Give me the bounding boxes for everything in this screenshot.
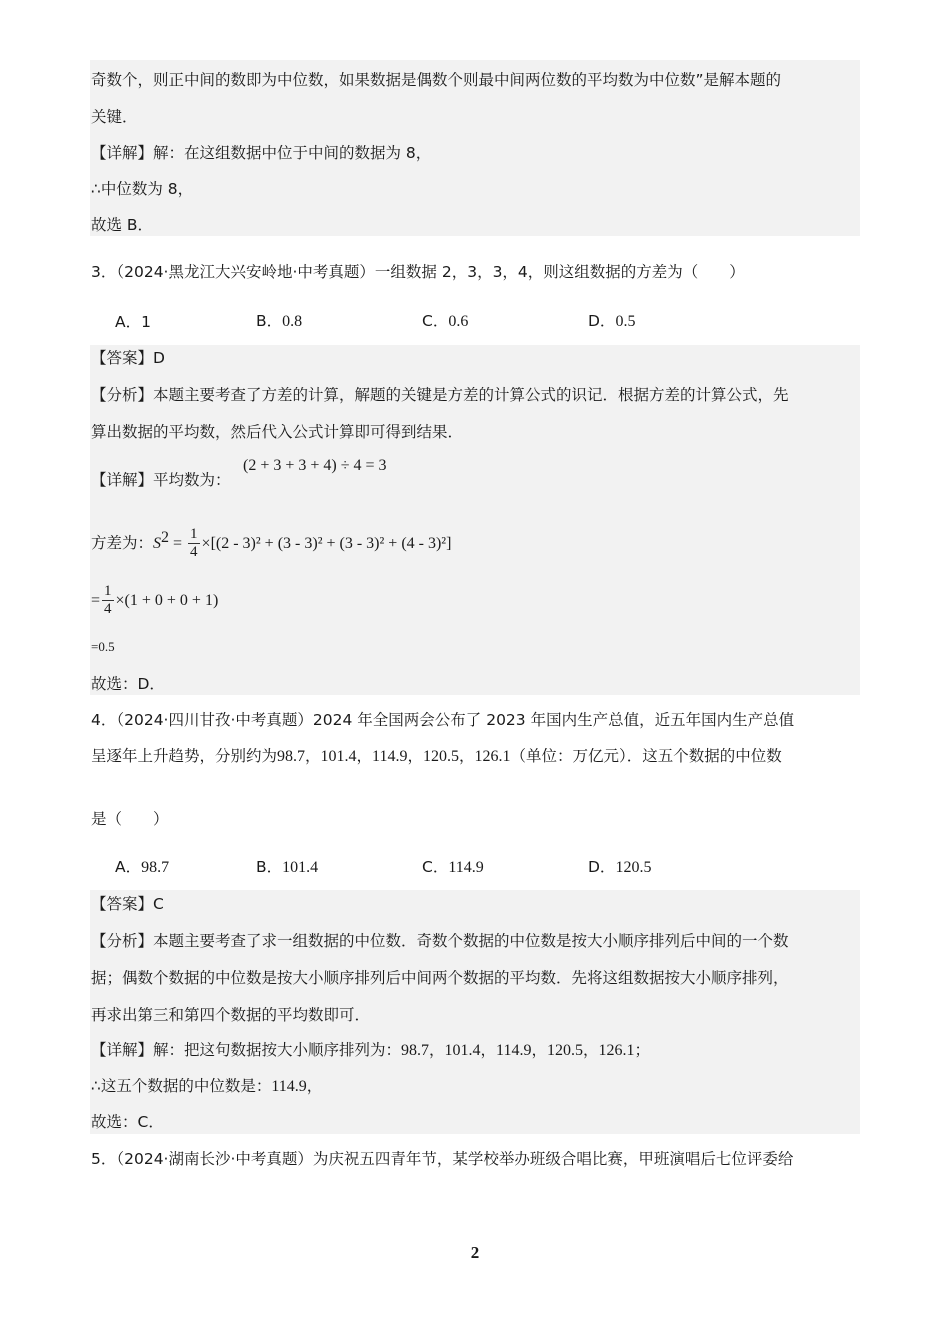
q4-separator: ，	[458, 747, 475, 765]
q4-option-b-label: B．	[256, 858, 283, 876]
q3-detail-label: 【详解】平均数为：	[91, 471, 231, 489]
q4-separator: ，	[305, 747, 321, 765]
q4-detail-end: ；	[634, 1041, 650, 1059]
q3-step2-numerator: 1	[104, 583, 112, 599]
q4-detail	[91, 1040, 650, 1061]
q3-answer: 【答案】D	[91, 349, 165, 367]
q4-detail-label: 【详解】解：把这句数据按大小顺序排列为：	[91, 1041, 402, 1059]
q4-option-a	[115, 857, 169, 878]
block1-choose: 故选 B．	[91, 216, 154, 234]
q4-value-2: 101.4	[320, 748, 357, 765]
q3-step3: =0.5	[91, 639, 115, 654]
q4-sorted-value-1: 98.7	[401, 1042, 430, 1059]
q3-variance-expression: ×[(2 - 3)² + (3 - 3)² + (3 - 3)² + (4 - 3)²]	[201, 535, 452, 553]
q4-median-label: ∴这五个数据的中位数是：	[91, 1077, 272, 1095]
q4-stem-suffix: （单位：万亿元）．这五个数据的中位数	[510, 747, 782, 765]
q3-option-d-label: D．	[588, 312, 616, 330]
q4-median-value: 114.9	[271, 1078, 307, 1095]
q3-variance-label: 方差为：	[91, 534, 154, 553]
q3-choose: 故选：D．	[91, 675, 165, 693]
q4-option-d	[588, 857, 651, 878]
q4-stem-line2	[91, 746, 782, 767]
q4-stem-line3: 是（ ）	[91, 810, 169, 828]
q3-analysis-line1: 【分析】本题主要考查了方差的计算，解题的关键是方差的计算公式的识记．根据方差的计算公式，先	[91, 386, 789, 404]
q3-option-c	[422, 311, 468, 332]
q4-analysis-line3: 再求出第三和第四个数据的平均数即可．	[91, 1006, 371, 1024]
q4-option-b	[256, 857, 318, 878]
q4-separator: ，	[582, 1041, 599, 1059]
q3-fraction-numerator: 1	[190, 526, 198, 543]
q4-sorted-value-3: 114.9	[496, 1042, 532, 1059]
q4-separator: ，	[531, 1041, 547, 1059]
q4-sorted-value-2: 101.4	[444, 1042, 481, 1059]
q3-step2-denominator: 4	[104, 601, 112, 617]
q5-stem-line1: 5．（2024·湖南长沙·中考真题）为庆祝五四青年节，某学校举办班级合唱比赛，甲班演唱后七位评委给	[91, 1150, 794, 1168]
q4-value-3: 114.9	[372, 748, 408, 765]
q3-variance-fraction	[188, 526, 200, 561]
q4-option-d-label: D．	[588, 858, 616, 876]
q4-option-b-value: 101.4	[282, 859, 319, 876]
q3-stem: 3．（2024·黑龙江大兴安岭地·中考真题）一组数据 2，3，3，4，则这组数据的方差为（ ）	[91, 263, 745, 281]
block1-median: ∴中位数为 8，	[91, 180, 194, 198]
q4-median	[91, 1076, 322, 1097]
q3-analysis-line2: 算出数据的平均数，然后代入公式计算即可得到结果．	[91, 423, 464, 441]
q3-step2-fraction	[102, 583, 114, 618]
q3-step2-equals: =	[91, 592, 101, 609]
page-number: 2	[470, 1243, 480, 1262]
q4-value-4: 120.5	[422, 748, 459, 765]
q4-option-a-value: 98.7	[141, 859, 170, 876]
q4-option-a-label: A．	[115, 858, 142, 876]
q4-stem-line1: 4．（2024·四川甘孜·中考真题）2024 年全国两会公布了 2023 年国内生产总值，近五年国内生产总值	[91, 711, 795, 729]
q4-option-c-value: 114.9	[448, 859, 484, 876]
q3-variance-line: 方差为：$S^2$ = $\frac{1}{4}$ ×[(2 - 3)² + (3 - 3)² + (3 - 3)² + (4 - 3)²]	[91, 526, 452, 561]
q4-separator: ，	[407, 747, 423, 765]
q3-option-d-value: 0.5	[615, 313, 636, 330]
q3-option-a	[115, 312, 151, 332]
q4-stem-prefix: 呈逐年上升趋势，分别约为	[91, 747, 278, 765]
q3-step2-expression: ×(1 + 0 + 0 + 1)	[115, 592, 219, 609]
q4-value-5: 126.1	[474, 748, 511, 765]
block1-detail: 【详解】解：在这组数据中位于中间的数据为 8，	[91, 144, 432, 162]
q3-step2	[91, 580, 218, 621]
q3-variance-symbol: S	[153, 535, 162, 553]
q3-fraction-denominator: 4	[190, 544, 198, 561]
q4-value-1: 98.7	[277, 748, 306, 765]
q4-option-c-label: C．	[422, 858, 449, 876]
q3-option-b-label: B．	[256, 312, 283, 330]
q4-sorted-value-4: 120.5	[546, 1042, 583, 1059]
q4-option-c	[422, 857, 484, 878]
q3-option-c-label: C．	[422, 312, 449, 330]
q4-choose: 故选：C．	[91, 1113, 164, 1131]
block1-line2: 关键．	[91, 108, 138, 126]
q3-option-a-value: 1	[141, 313, 151, 331]
block1-line1: 奇数个，则正中间的数即为中位数，如果数据是偶数个则最中间两位数的平均数为中位数”是解本题的	[91, 71, 782, 89]
q3-option-c-value: 0.6	[448, 313, 469, 330]
q3-option-b	[256, 311, 302, 332]
q4-separator: ，	[480, 1041, 497, 1059]
q4-answer: 【答案】C	[91, 895, 164, 913]
q4-separator: ，	[356, 747, 373, 765]
q4-option-d-value: 120.5	[615, 859, 652, 876]
q3-mean-expression: (2 + 3 + 3 + 4) ÷ 4 = 3	[243, 457, 387, 474]
q4-separator: ，	[429, 1041, 445, 1059]
q4-analysis-line2: 据；偶数个数据的中位数是按大小顺序排列后中间两个数据的平均数．先将这组数据按大小顺序排列，	[91, 969, 789, 987]
q4-sorted-value-5: 126.1	[598, 1042, 635, 1059]
q4-analysis-line1: 【分析】本题主要考查了求一组数据的中位数．奇数个数据的中位数是按大小顺序排列后中间的一个数	[91, 932, 789, 950]
q3-option-b-value: 0.8	[282, 313, 303, 330]
q3-option-d	[588, 311, 635, 332]
q4-median-end: ，	[306, 1077, 323, 1095]
q3-option-a-label: A．	[115, 313, 142, 331]
q3-variance-exponent: 2	[161, 529, 170, 546]
